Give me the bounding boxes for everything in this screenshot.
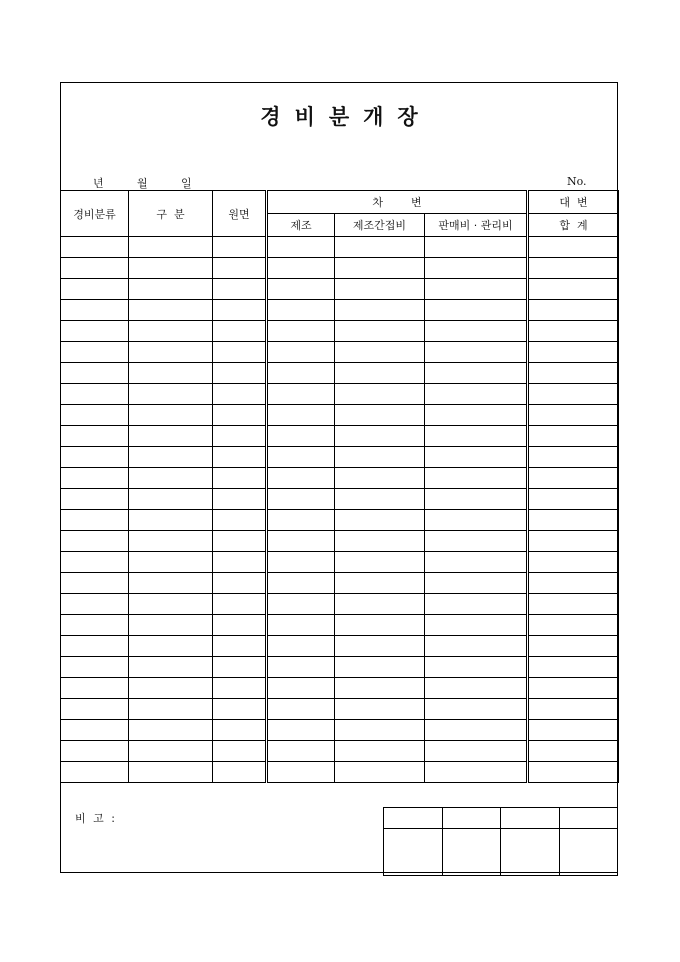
credit-total-cell[interactable] — [528, 426, 619, 447]
credit-total-cell[interactable] — [528, 531, 619, 552]
division-cell[interactable] — [129, 426, 213, 447]
ledger-page-cell[interactable] — [213, 510, 267, 531]
mfg-indirect-cell[interactable] — [335, 657, 425, 678]
manufacturing-cell[interactable] — [267, 510, 335, 531]
debit-header: 차 변 — [267, 191, 528, 214]
division-cell[interactable] — [129, 531, 213, 552]
credit-total-cell[interactable] — [528, 657, 619, 678]
category-cell[interactable] — [61, 342, 129, 363]
manufacturing-cell[interactable] — [267, 342, 335, 363]
division-cell[interactable] — [129, 615, 213, 636]
approval-sign-cell[interactable] — [384, 829, 443, 876]
selling-admin-cell[interactable] — [425, 405, 528, 426]
division-cell[interactable] — [129, 363, 213, 384]
mfg-indirect-cell[interactable] — [335, 321, 425, 342]
mfg-indirect-cell[interactable] — [335, 636, 425, 657]
division-cell[interactable] — [129, 678, 213, 699]
credit-total-cell[interactable] — [528, 741, 619, 762]
credit-total-cell[interactable] — [528, 510, 619, 531]
division-cell[interactable] — [129, 552, 213, 573]
credit-total-cell[interactable] — [528, 678, 619, 699]
selling-admin-cell[interactable] — [425, 468, 528, 489]
form-title: 경비분개장 — [260, 104, 432, 129]
credit-total-cell[interactable] — [528, 258, 619, 279]
credit-total-cell[interactable] — [528, 594, 619, 615]
selling-admin-cell[interactable] — [425, 363, 528, 384]
credit-total-header: 합 계 — [528, 214, 619, 237]
credit-total-cell[interactable] — [528, 405, 619, 426]
mfg-indirect-cell[interactable] — [335, 363, 425, 384]
manufacturing-cell[interactable] — [267, 573, 335, 594]
manufacturing-cell[interactable] — [267, 426, 335, 447]
approval-title-cell[interactable] — [501, 808, 560, 829]
mfg-indirect-cell[interactable] — [335, 468, 425, 489]
division-cell[interactable] — [129, 657, 213, 678]
mfg-indirect-cell[interactable] — [335, 426, 425, 447]
ledger-page-cell[interactable] — [213, 258, 267, 279]
remarks-area[interactable] — [61, 807, 383, 873]
mfg-indirect-cell[interactable] — [335, 678, 425, 699]
ledger-page-cell[interactable] — [213, 426, 267, 447]
credit-total-cell[interactable] — [528, 552, 619, 573]
category-cell[interactable] — [61, 237, 129, 258]
ledger-page-cell[interactable] — [213, 762, 267, 783]
category-cell[interactable] — [61, 405, 129, 426]
mfg-indirect-cell[interactable] — [335, 258, 425, 279]
division-cell[interactable] — [129, 300, 213, 321]
table-row — [61, 699, 619, 720]
credit-total-cell[interactable] — [528, 447, 619, 468]
table-row — [61, 447, 619, 468]
manufacturing-cell[interactable] — [267, 321, 335, 342]
table-row — [61, 510, 619, 531]
selling-admin-cell[interactable] — [425, 489, 528, 510]
division-cell[interactable] — [129, 258, 213, 279]
category-cell[interactable] — [61, 363, 129, 384]
selling-admin-cell[interactable] — [425, 699, 528, 720]
division-cell[interactable] — [129, 699, 213, 720]
credit-total-cell[interactable] — [528, 468, 619, 489]
manufacturing-cell[interactable] — [267, 678, 335, 699]
journal-rows — [61, 237, 619, 783]
manufacturing-cell[interactable] — [267, 720, 335, 741]
selling-admin-cell[interactable] — [425, 447, 528, 468]
category-cell[interactable] — [61, 258, 129, 279]
ledger-page-cell[interactable] — [213, 720, 267, 741]
approval-boxes — [383, 807, 618, 876]
category-cell[interactable] — [61, 300, 129, 321]
ledger-page-cell[interactable] — [213, 342, 267, 363]
selling-admin-cell[interactable] — [425, 426, 528, 447]
credit-total-cell[interactable] — [528, 762, 619, 783]
selling-admin-cell[interactable] — [425, 678, 528, 699]
selling-admin-cell[interactable] — [425, 594, 528, 615]
manufacturing-cell[interactable] — [267, 363, 335, 384]
division-cell[interactable] — [129, 447, 213, 468]
table-row — [61, 489, 619, 510]
division-cell[interactable] — [129, 594, 213, 615]
mfg-indirect-cell[interactable] — [335, 741, 425, 762]
credit-total-cell[interactable] — [528, 573, 619, 594]
category-cell[interactable] — [61, 510, 129, 531]
ledger-page-cell[interactable] — [213, 468, 267, 489]
manufacturing-cell[interactable] — [267, 300, 335, 321]
division-cell[interactable] — [129, 762, 213, 783]
table-row — [61, 615, 619, 636]
credit-total-cell[interactable] — [528, 699, 619, 720]
selling-admin-cell[interactable] — [425, 321, 528, 342]
category-cell[interactable] — [61, 447, 129, 468]
approval-title-cell[interactable] — [559, 808, 618, 829]
category-cell[interactable] — [61, 594, 129, 615]
table-row — [61, 363, 619, 384]
credit-total-cell[interactable] — [528, 489, 619, 510]
manufacturing-cell[interactable] — [267, 237, 335, 258]
table-row — [61, 657, 619, 678]
selling-admin-cell[interactable] — [425, 741, 528, 762]
credit-total-cell[interactable] — [528, 321, 619, 342]
table-row — [61, 468, 619, 489]
division-cell[interactable] — [129, 321, 213, 342]
selling-admin-cell[interactable] — [425, 300, 528, 321]
ledger-page-cell[interactable] — [213, 594, 267, 615]
mfg-indirect-cell[interactable] — [335, 447, 425, 468]
credit-total-cell[interactable] — [528, 237, 619, 258]
ledger-page-cell[interactable] — [213, 741, 267, 762]
manufacturing-cell[interactable] — [267, 657, 335, 678]
ledger-page-cell[interactable] — [213, 384, 267, 405]
category-cell[interactable] — [61, 531, 129, 552]
division-cell[interactable] — [129, 279, 213, 300]
manufacturing-cell[interactable] — [267, 552, 335, 573]
credit-total-cell[interactable] — [528, 300, 619, 321]
ledger-page-cell[interactable] — [213, 636, 267, 657]
credit-total-cell[interactable] — [528, 384, 619, 405]
mfg-indirect-cell[interactable] — [335, 762, 425, 783]
table-row — [61, 300, 619, 321]
category-cell[interactable] — [61, 384, 129, 405]
mfg-indirect-cell[interactable] — [335, 594, 425, 615]
table-row — [61, 237, 619, 258]
table-row — [61, 741, 619, 762]
ledger-page-cell[interactable] — [213, 573, 267, 594]
mfg-indirect-cell[interactable] — [335, 405, 425, 426]
approval-title-cell[interactable] — [384, 808, 443, 829]
division-cell[interactable] — [129, 237, 213, 258]
category-cell[interactable] — [61, 720, 129, 741]
debit-manufacturing-header: 제조 — [267, 214, 335, 237]
division-cell[interactable] — [129, 405, 213, 426]
selling-admin-cell[interactable] — [425, 720, 528, 741]
credit-total-cell[interactable] — [528, 636, 619, 657]
table-row — [61, 426, 619, 447]
year-label: 년 — [93, 177, 104, 190]
approval-title-cell[interactable] — [442, 808, 501, 829]
category-cell[interactable] — [61, 552, 129, 573]
selling-admin-cell[interactable] — [425, 552, 528, 573]
manufacturing-cell[interactable] — [267, 762, 335, 783]
ledger-page-cell[interactable] — [213, 552, 267, 573]
manufacturing-cell[interactable] — [267, 699, 335, 720]
table-row — [61, 258, 619, 279]
manufacturing-cell[interactable] — [267, 531, 335, 552]
mfg-indirect-cell[interactable] — [335, 552, 425, 573]
mfg-indirect-cell[interactable] — [335, 342, 425, 363]
credit-header: 대 변 — [528, 191, 619, 214]
ledger-page-cell[interactable] — [213, 447, 267, 468]
mfg-indirect-cell[interactable] — [335, 615, 425, 636]
table-row — [61, 762, 619, 783]
month-label: 월 — [137, 177, 148, 190]
selling-admin-cell[interactable] — [425, 384, 528, 405]
journal-table — [60, 190, 619, 783]
category-cell[interactable] — [61, 279, 129, 300]
selling-admin-cell[interactable] — [425, 762, 528, 783]
selling-admin-cell[interactable] — [425, 657, 528, 678]
category-cell[interactable] — [61, 699, 129, 720]
division-cell[interactable] — [129, 720, 213, 741]
manufacturing-cell[interactable] — [267, 384, 335, 405]
ledger-page-header: 원면 — [213, 191, 267, 237]
table-row — [61, 384, 619, 405]
approval-sign-cell[interactable] — [559, 829, 618, 876]
division-cell[interactable] — [129, 468, 213, 489]
category-cell[interactable] — [61, 573, 129, 594]
category-cell[interactable] — [61, 468, 129, 489]
ledger-page-cell[interactable] — [213, 279, 267, 300]
table-row — [61, 552, 619, 573]
division-header: 구 분 — [129, 191, 213, 237]
credit-total-cell[interactable] — [528, 279, 619, 300]
mfg-indirect-cell[interactable] — [335, 489, 425, 510]
division-cell[interactable] — [129, 636, 213, 657]
ledger-page-cell[interactable] — [213, 300, 267, 321]
category-cell[interactable] — [61, 636, 129, 657]
debit-selling-admin-header: 판매비 · 관리비 — [425, 214, 528, 237]
approval-sign-cell[interactable] — [442, 829, 501, 876]
division-cell[interactable] — [129, 573, 213, 594]
selling-admin-cell[interactable] — [425, 342, 528, 363]
table-row — [61, 573, 619, 594]
manufacturing-cell[interactable] — [267, 636, 335, 657]
table-row — [61, 342, 619, 363]
credit-total-cell[interactable] — [528, 615, 619, 636]
category-cell[interactable] — [61, 426, 129, 447]
selling-admin-cell[interactable] — [425, 531, 528, 552]
category-cell[interactable] — [61, 657, 129, 678]
mfg-indirect-cell[interactable] — [335, 531, 425, 552]
table-row — [61, 321, 619, 342]
remarks-label: 비 고 : — [75, 812, 117, 825]
ledger-page-cell[interactable] — [213, 699, 267, 720]
selling-admin-cell[interactable] — [425, 636, 528, 657]
division-cell[interactable] — [129, 384, 213, 405]
ledger-page-cell[interactable] — [213, 657, 267, 678]
mfg-indirect-cell[interactable] — [335, 699, 425, 720]
table-row — [61, 405, 619, 426]
number-label: No. — [567, 175, 587, 188]
manufacturing-cell[interactable] — [267, 489, 335, 510]
manufacturing-cell[interactable] — [267, 258, 335, 279]
debit-mfg-indirect-header: 제조간접비 — [335, 214, 425, 237]
credit-total-cell[interactable] — [528, 720, 619, 741]
selling-admin-cell[interactable] — [425, 279, 528, 300]
manufacturing-cell[interactable] — [267, 468, 335, 489]
ledger-page-cell[interactable] — [213, 678, 267, 699]
mfg-indirect-cell[interactable] — [335, 300, 425, 321]
manufacturing-cell[interactable] — [267, 279, 335, 300]
credit-total-cell[interactable] — [528, 342, 619, 363]
division-cell[interactable] — [129, 741, 213, 762]
selling-admin-cell[interactable] — [425, 237, 528, 258]
manufacturing-cell[interactable] — [267, 405, 335, 426]
selling-admin-cell[interactable] — [425, 510, 528, 531]
manufacturing-cell[interactable] — [267, 447, 335, 468]
mfg-indirect-cell[interactable] — [335, 720, 425, 741]
table-row — [61, 678, 619, 699]
table-row — [61, 594, 619, 615]
category-cell[interactable] — [61, 762, 129, 783]
manufacturing-cell[interactable] — [267, 594, 335, 615]
mfg-indirect-cell[interactable] — [335, 510, 425, 531]
selling-admin-cell[interactable] — [425, 573, 528, 594]
credit-total-cell[interactable] — [528, 363, 619, 384]
ledger-page-cell[interactable] — [213, 405, 267, 426]
approval-sign-cell[interactable] — [501, 829, 560, 876]
category-cell[interactable] — [61, 321, 129, 342]
mfg-indirect-cell[interactable] — [335, 237, 425, 258]
mfg-indirect-cell[interactable] — [335, 279, 425, 300]
mfg-indirect-cell[interactable] — [335, 573, 425, 594]
expense-journal-form — [60, 82, 618, 873]
table-row — [61, 531, 619, 552]
day-label: 일 — [181, 177, 192, 190]
category-cell[interactable] — [61, 489, 129, 510]
mfg-indirect-cell[interactable] — [335, 384, 425, 405]
selling-admin-cell[interactable] — [425, 258, 528, 279]
division-cell[interactable] — [129, 489, 213, 510]
manufacturing-cell[interactable] — [267, 615, 335, 636]
division-cell[interactable] — [129, 510, 213, 531]
ledger-page-cell[interactable] — [213, 615, 267, 636]
division-cell[interactable] — [129, 342, 213, 363]
ledger-page-cell[interactable] — [213, 321, 267, 342]
category-cell[interactable] — [61, 615, 129, 636]
category-cell[interactable] — [61, 741, 129, 762]
table-row — [61, 279, 619, 300]
table-row — [61, 636, 619, 657]
ledger-page-cell[interactable] — [213, 363, 267, 384]
table-row — [61, 720, 619, 741]
ledger-page-cell[interactable] — [213, 489, 267, 510]
category-cell[interactable] — [61, 678, 129, 699]
manufacturing-cell[interactable] — [267, 741, 335, 762]
ledger-page-cell[interactable] — [213, 237, 267, 258]
category-header: 경비분류 — [61, 191, 129, 237]
ledger-page-cell[interactable] — [213, 531, 267, 552]
selling-admin-cell[interactable] — [425, 615, 528, 636]
